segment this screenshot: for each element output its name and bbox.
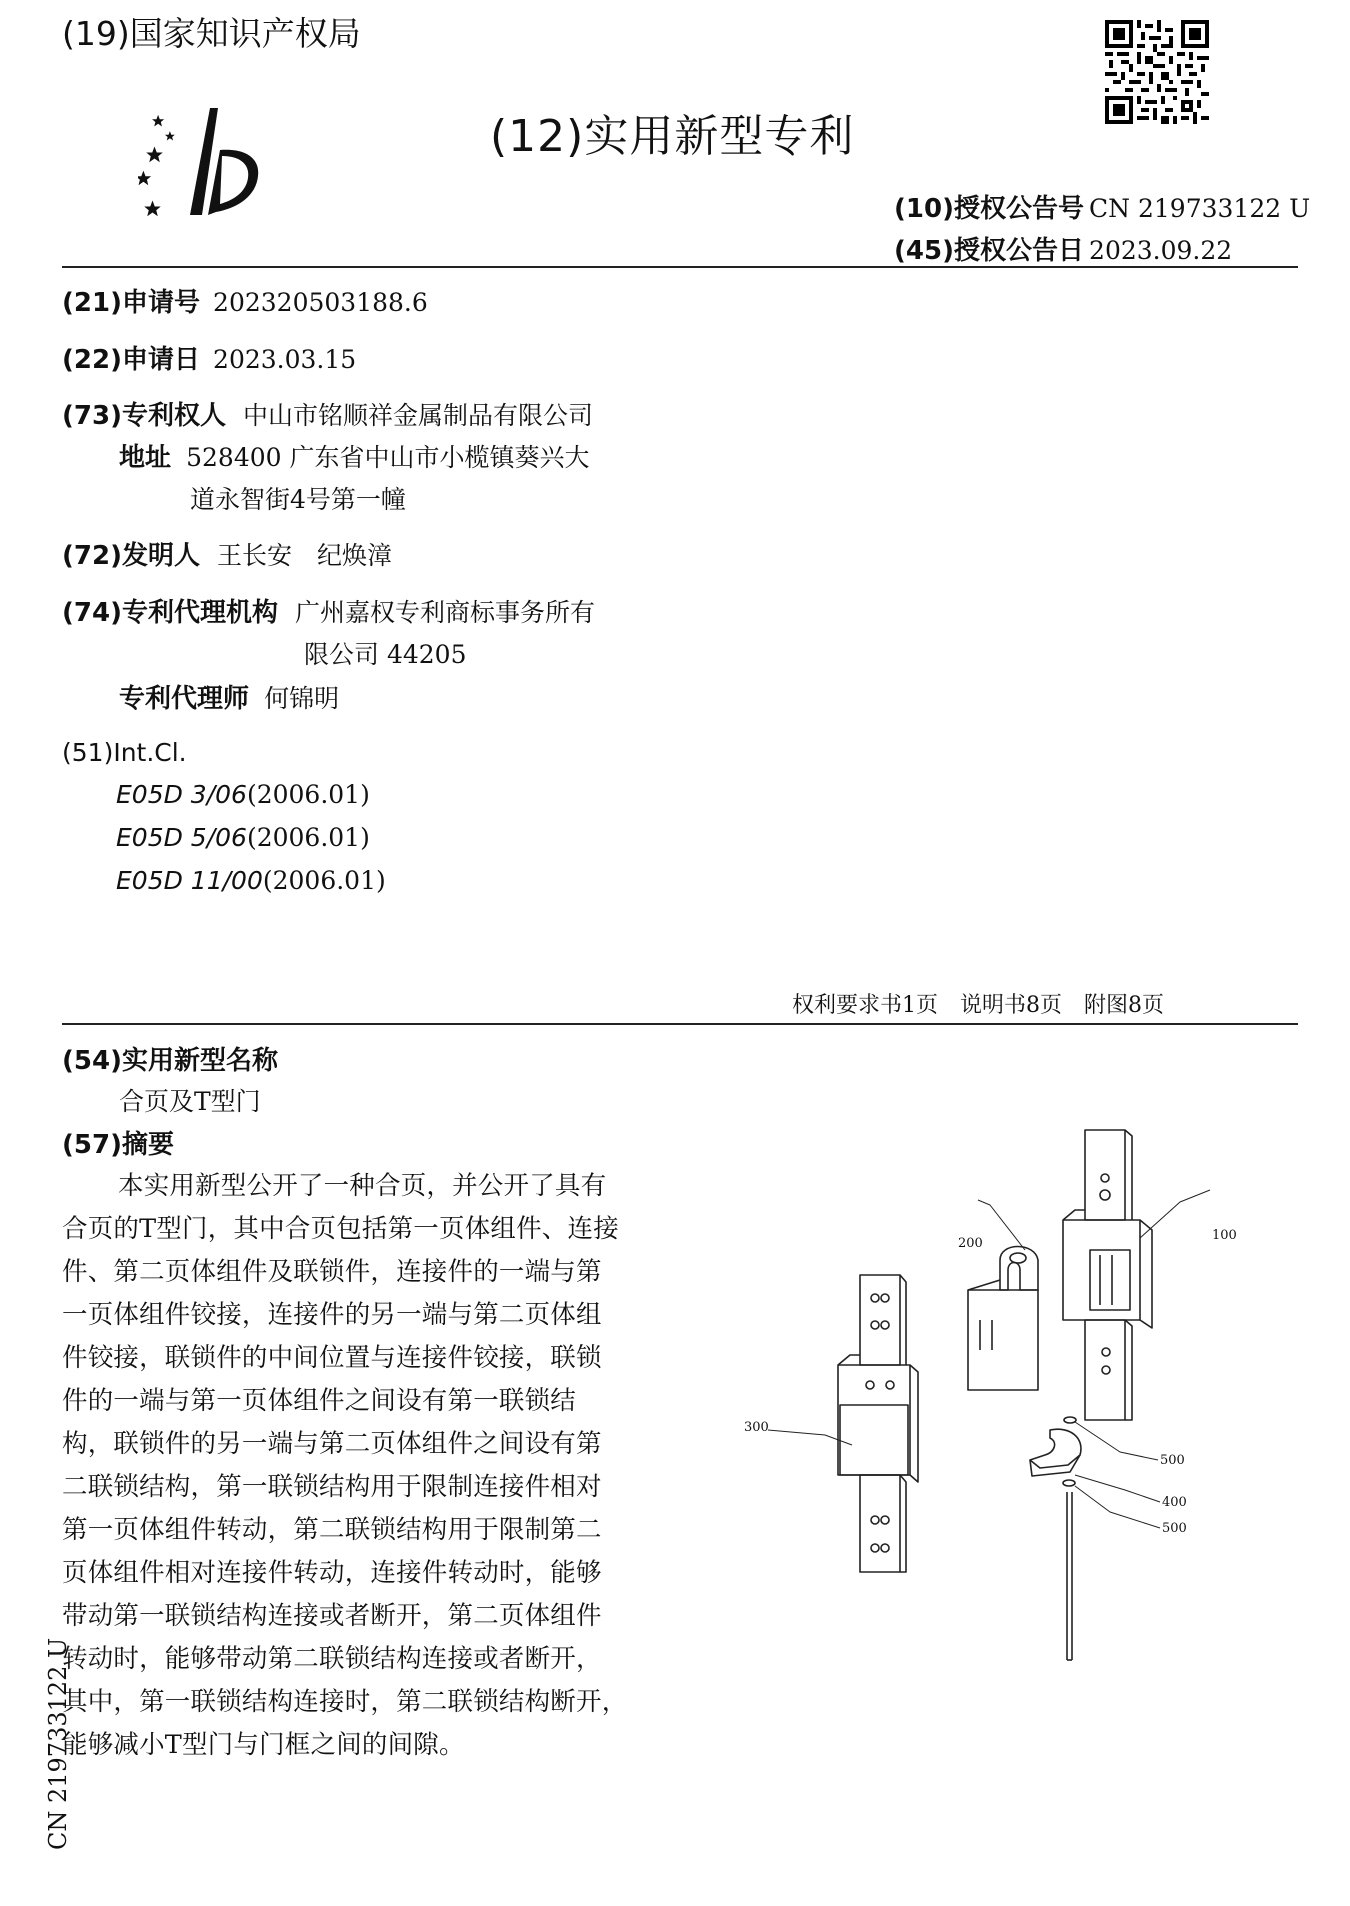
- reference-label-500: 500: [1160, 1453, 1185, 1468]
- ipc-code: E05D 3/06: [116, 780, 247, 809]
- application-number-label: (21)申请号: [62, 288, 200, 318]
- address-row: [119, 437, 590, 474]
- inventors: 王长安 纪焕漳: [217, 541, 393, 570]
- grant-number: CN 219733122 U: [1089, 194, 1311, 223]
- side-publication-number: CN 219733122 U: [44, 1637, 72, 1850]
- abstract-label-row: [62, 1124, 174, 1161]
- abstract-line: 一页体组件铰接，连接件的另一端与第二页体组: [62, 1300, 602, 1330]
- abstract-line: 构，联锁件的另一端与第二页体组件之间设有第: [62, 1429, 602, 1459]
- header-divider: [62, 266, 1298, 268]
- inventors-row: [62, 535, 392, 572]
- grant-date-row: [894, 230, 1232, 267]
- abstract-line: 二联锁结构，第一联锁结构用于限制连接件相对: [62, 1472, 602, 1502]
- ipc-code: E05D 5/06: [116, 823, 247, 852]
- ipc-entry: [116, 866, 386, 895]
- reference-label-400: 400: [1162, 1495, 1187, 1510]
- abstract-line: 本实用新型公开了一种合页，并公开了具有: [118, 1171, 607, 1201]
- agent: 何锦明: [264, 684, 340, 713]
- abstract-line: 带动第一联锁结构连接或者断开，第二页体组件: [62, 1601, 602, 1631]
- interlock-400: [1030, 1429, 1081, 1476]
- agency-row: [62, 592, 595, 629]
- abstract-line: 件铰接，联锁件的中间位置与连接件铰接，联锁: [62, 1343, 602, 1373]
- address-line-1: 528400 广东省中山市小榄镇葵兴大: [186, 443, 590, 472]
- application-number-row: [62, 282, 428, 319]
- ipc-entry: [116, 823, 370, 852]
- address-label: 地址: [119, 443, 172, 473]
- ipc-entry: [116, 780, 370, 809]
- hinge-leaf-100: [1063, 1130, 1152, 1420]
- agent-row: [119, 678, 339, 715]
- abstract-line: 其中，第一联锁结构连接时，第二联锁结构断开，: [62, 1687, 628, 1717]
- abstract-line: 件、第二页体组件及联锁件，连接件的一端与第: [62, 1257, 602, 1287]
- ipc-version: (2006.01): [246, 823, 370, 852]
- ipc-label: (51)Int.Cl.: [62, 738, 187, 767]
- inventors-label: (72)发明人: [62, 541, 200, 571]
- ipc-code: E05D 11/00: [116, 866, 263, 895]
- abstract-line: 合页的T型门，其中合页包括第一页体组件、连接: [62, 1214, 619, 1244]
- connector-200: [968, 1247, 1038, 1391]
- patentee-row: [62, 395, 593, 432]
- cnipa-logo: [138, 100, 288, 220]
- document-type: (12)实用新型专利: [490, 111, 855, 162]
- abstract-line: 能够减小T型门与门框之间的间隙。: [62, 1730, 465, 1760]
- qr-code: [1105, 20, 1209, 124]
- patentee: 中山市铭顺祥金属制品有限公司: [243, 401, 594, 430]
- reference-label-300: 300: [744, 1420, 769, 1435]
- reference-label-100: 100: [1212, 1228, 1237, 1243]
- grant-date-label: (45)授权公告日: [894, 236, 1084, 266]
- abstract-label: (57)摘要: [62, 1130, 174, 1160]
- title-label: (54)实用新型名称: [62, 1046, 278, 1076]
- issuing-office: (19)国家知识产权局: [62, 14, 361, 53]
- application-date: 2023.03.15: [213, 345, 357, 374]
- agency-line-2: 限公司 44205: [304, 640, 467, 669]
- agency-label: (74)专利代理机构: [62, 598, 278, 628]
- abstract-line: 第一页体组件转动，第二联锁结构用于限制第二: [62, 1515, 602, 1545]
- patentee-label: (73)专利权人: [62, 401, 226, 431]
- reference-label-200: 200: [958, 1236, 983, 1251]
- address-line-2: 道永智街4号第一幢: [190, 485, 406, 514]
- hinge-exploded-drawing: [740, 1120, 1260, 1720]
- washer-500: [1063, 1417, 1076, 1486]
- abstract-line: 页体组件相对连接件转动，连接件转动时，能够: [62, 1558, 602, 1588]
- grant-number-row: [894, 188, 1310, 225]
- ipc-version: (2006.01): [246, 780, 370, 809]
- hinge-pin: [1067, 1492, 1072, 1660]
- utility-model-title: 合页及T型门: [119, 1087, 261, 1116]
- abstract-line: 件的一端与第一页体组件之间设有第一联锁结: [62, 1386, 577, 1416]
- abstract-line: 转动时，能够带动第二联锁结构连接或者断开，: [62, 1644, 602, 1674]
- ipc-version: (2006.01): [262, 866, 386, 895]
- agency-line-1: 广州嘉权专利商标事务所有: [295, 598, 596, 627]
- application-date-row: [62, 339, 356, 376]
- application-number: 202320503188.6: [213, 288, 428, 317]
- title-label-row: [62, 1040, 278, 1077]
- hinge-leaf-300: [838, 1275, 918, 1572]
- application-date-label: (22)申请日: [62, 345, 200, 375]
- section-divider: [62, 1023, 1298, 1025]
- page-counts: 权利要求书1页 说明书8页 附图8页: [792, 993, 1164, 1018]
- agent-label: 专利代理师: [119, 684, 250, 714]
- grant-date: 2023.09.22: [1089, 236, 1233, 265]
- reference-label-500: 500: [1162, 1521, 1187, 1536]
- grant-number-label: (10)授权公告号: [894, 194, 1084, 224]
